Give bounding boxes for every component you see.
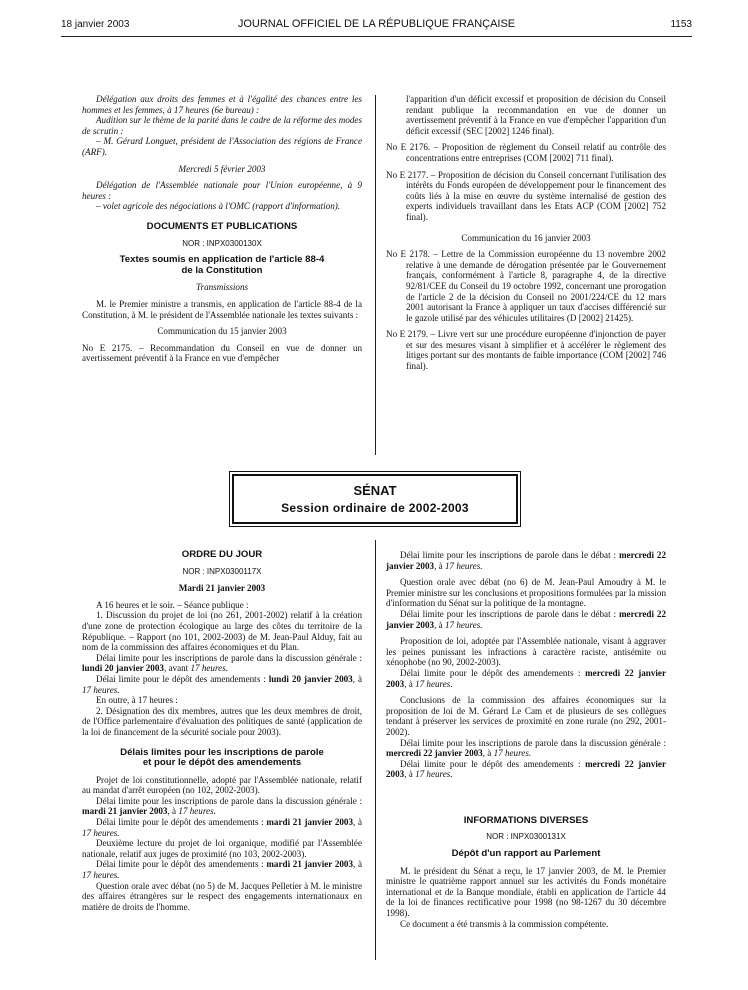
delegation-femmes: Délégation aux droits des femmes et à l'égalité des chances entre les hommes et les femmes, à 17 heures (6e bureau) : xyxy=(82,94,362,115)
delai-2-date: lundi 20 janvier 2003 xyxy=(268,673,353,684)
e2175-text: – Recommandation du Conseil en vue de donner un avertissement préventif à la France en vue d'empêcher xyxy=(82,342,362,364)
e2176-number: No E 2176. xyxy=(386,142,431,153)
delai-9 xyxy=(386,738,666,759)
nor-documents: NOR : INPX0300130X xyxy=(182,238,262,248)
senat-session: Session ordinaire de 2002-2003 xyxy=(281,501,469,515)
seance-publique: A 16 heures et le soir. – Séance publique : xyxy=(96,599,249,610)
delai-4-label: Délai limite pour le dépôt des amendements : xyxy=(96,817,264,828)
audition-person: – M. Gérard Longuet, président de l'Association des régions de France (ARF). xyxy=(82,136,362,157)
delai-6-label: Délai limite pour les inscriptions de parole dans le débat : xyxy=(400,550,617,560)
delai-5-date: mardi 21 janvier 2003 xyxy=(266,859,354,870)
delai-7 xyxy=(386,609,666,630)
delai-8 xyxy=(386,668,666,689)
e2178-text: – Lettre de la Commission européenne du 13 novembre 2002 relative à une demande de dérogation présentée par le Gouvernement français, conformément à l'article 8, paragraphe 4, de la directive 92/81/CEE du Conseil du 19 octobre 1992, concernant une prorogation de l'article 2 de la décision du Conseil no 2001/224/CE du 12 mars 2001 autorisant la France à appliquer un taux d'accises différencié sur le gazole utilisé par des véhicules utilitaires (D [2002] 21425). xyxy=(406,249,666,323)
delai-3-hour: 17 heures. xyxy=(178,806,216,817)
delai-7-label: Délai limite pour les inscriptions de parole dans le débat : xyxy=(400,608,617,619)
item-e2175 xyxy=(82,343,362,364)
item-e2179 xyxy=(386,329,666,371)
header-date: 18 janvier 2003 xyxy=(61,19,130,30)
delais-limites-title-2: et pour le dépôt des amendements xyxy=(142,757,302,769)
communication-15-janvier: Communication du 15 janvier 2003 xyxy=(157,326,287,337)
ordre-item-1: 1. Discussion du projet de loi (no 261, 2001-2002) relatif à la création d'une zone de protection écologique au large des côtes du territoire de la République. – Rapport (no 101, 2002-2003) de M. Jean-Paul Alduy, fait au nom de la commission des affaires économiques et du Plan. xyxy=(82,610,362,653)
informations-diverses-title: INFORMATIONS DIVERSES xyxy=(463,814,589,826)
deuxieme-lecture: Deuxième lecture du projet de loi organique, modifié par l'Assemblée nationale, relatif aux juges de proximité (no 103, 2002-2003). xyxy=(82,838,362,859)
delai-5-hour: 17 heures. xyxy=(82,870,120,881)
delai-2-label: Délai limite pour le dépôt des amendements : xyxy=(96,673,266,684)
depot-rapport-title: Dépôt d'un rapport au Parlement xyxy=(451,848,601,860)
projet-constitutionnel: Projet de loi constitutionnelle, adopté par l'Assemblée nationale, relatif au mandat d'arrêt européen (no 102, 2002-2003). xyxy=(82,774,362,796)
delai-7-date: mercredi 22 janvier 2003 xyxy=(386,608,666,630)
delai-9-date: mercredi 22 janvier 2003 xyxy=(386,748,483,759)
nor-ordre: NOR : INPX0300117X xyxy=(182,566,262,576)
textes-soumis-title-2: de la Constitution xyxy=(181,264,263,276)
senat-title: SÉNAT xyxy=(353,483,397,498)
delai-4 xyxy=(82,817,362,838)
delai-1-date: lundi 20 janvier 2003 xyxy=(82,663,164,674)
en-outre: En outre, à 17 heures : xyxy=(96,695,178,706)
delai-5-sep: , à xyxy=(353,859,362,870)
delai-10-label: Délai limite pour le dépôt des amendements : xyxy=(400,758,581,769)
e2176-text: – Proposition de règlement du Conseil relatif au contrôle des concentrations entre entreprises (COM [2002] 711 final). xyxy=(406,142,666,163)
ordre-du-jour-title: ORDRE DU JOUR xyxy=(181,549,263,560)
header-journal-title: JOURNAL OFFICIEL DE LA RÉPUBLIQUE FRANÇAISE xyxy=(237,18,516,30)
bottom-left-column xyxy=(82,550,362,912)
delai-8-sep: , à xyxy=(404,678,413,689)
e2175-number: No E 2175. xyxy=(82,342,133,353)
e2179-text: – Livre vert sur une procédure européenne d'injonction de payer et sur des mesures visant à simplifier et à accélérer le règlement des litiges portant sur des montants de faible importance (COM [2002] 746 final). xyxy=(406,329,666,372)
transmissions-text: M. le Premier ministre a transmis, en application de l'article 88-4 de la Constitution, à M. le président de l'Assemblée nationale les textes suivants : xyxy=(82,298,362,320)
header-page-number: 1153 xyxy=(670,19,692,30)
delai-3-sep: , à xyxy=(167,806,177,817)
delai-1-sep: , avant xyxy=(163,663,189,674)
delai-9-hour: 17 heures. xyxy=(493,748,532,759)
delai-10 xyxy=(386,759,666,780)
delai-3-label: Délai limite pour les inscriptions de parole dans la discussion générale : xyxy=(96,795,362,806)
delai-7-sep: , à xyxy=(434,619,443,630)
delai-6-sep: , à xyxy=(434,560,443,571)
transmissions-subtitle: Transmissions xyxy=(195,282,249,293)
delai-2-hour: 17 heures. xyxy=(82,684,120,695)
delai-4-sep: , à xyxy=(353,817,362,828)
column-divider-top xyxy=(375,95,376,455)
bottom-right-column xyxy=(386,550,666,929)
delai-10-date: mercredi 22 janvier 2003 xyxy=(386,758,666,780)
delegation-ue: Délégation de l'Assemblée nationale pour l'Union européenne, à 9 heures : xyxy=(82,180,362,201)
e2177-number: No E 2177. xyxy=(386,169,429,180)
senat-header-box xyxy=(232,474,518,524)
question-orale-5: Question orale avec débat (no 5) de M. Jacques Pelletier à M. le ministre des affaires étrangères sur le respect des engagements internationaux en matière de droits de l'homme. xyxy=(82,880,362,912)
delai-1-hour: 17 heures. xyxy=(190,663,229,674)
page-header xyxy=(61,16,692,37)
top-left-column xyxy=(82,94,362,364)
depot-rapport-text: M. le président du Sénat a reçu, le 17 janvier 2003, de M. le Premier ministre le quatrième rapport annuel sur les activités du Fonds monétaire international et de la Banque mondiale, établi en application de l'article 44 de la loi de finances rectificative pour 1998 (no 98-1267 du 30 décembre 1998). xyxy=(386,865,666,919)
delai-8-label: Délai limite pour le dépôt des amendements : xyxy=(400,667,581,678)
proposition-de-loi: Proposition de loi, adoptée par l'Assemblée nationale, visant à aggraver les peines punissant les infractions à caractère raciste, antisémite ou xénophobe (no 90, 2002-2003). xyxy=(386,636,666,668)
e2175-continuation: l'apparition d'un déficit excessif et proposition de décision du Conseil rendant publique la recommandation en vue de donner un avertissement préventif à la France en vue d'empêcher l'apparition d'un déficit excessif (SEC [2002] 1246 final). xyxy=(406,94,666,136)
textes-soumis-title-1: Textes soumis en application de l'article 88-4 xyxy=(119,254,325,266)
delai-3 xyxy=(82,796,362,817)
delai-9-sep: , à xyxy=(482,748,492,759)
item-e2177 xyxy=(386,170,666,223)
delais-limites-title-1: Délais limites pour les inscriptions de parole xyxy=(120,746,324,758)
delai-8-date: mercredi 22 janvier 2003 xyxy=(386,667,666,689)
document-transmis: Ce document a été transmis à la commission compétente. xyxy=(400,918,609,929)
delai-8-hour: 17 heures. xyxy=(415,678,453,689)
item-e2178 xyxy=(386,249,666,323)
delai-10-hour: 17 heures. xyxy=(415,769,453,780)
audition-theme: Audition sur le thème de la parité dans le cadre de la réforme des modes de scrutin : xyxy=(82,115,362,136)
question-orale-6: Question orale avec débat (no 6) de M. Jean-Paul Amoudry à M. le Premier ministre sur les conclusions et propositions formulées par la mission d'information du Sénat sur la politique de la montagne. xyxy=(386,577,666,609)
documents-publications-title: DOCUMENTS ET PUBLICATIONS xyxy=(146,220,298,232)
ordre-item-2: 2. Désignation des dix membres, autres que les deux membres de droit, de l'Office parlementaire d'évaluation des politiques de santé (application de la loi de financement de la sécurité sociale pour 2003). xyxy=(82,705,362,737)
column-divider-bottom xyxy=(375,540,376,960)
delai-6 xyxy=(386,550,666,571)
date-mercredi-5-fevrier: Mercredi 5 février 2003 xyxy=(178,163,266,174)
delai-9-label: Délai limite pour les inscriptions de parole dans la discussion générale : xyxy=(400,737,666,748)
delai-5-label: Délai limite pour le dépôt des amendements : xyxy=(96,859,264,870)
delai-4-hour: 17 heures. xyxy=(82,827,120,838)
delai-2-sep: , à xyxy=(352,673,362,684)
delai-10-sep: , à xyxy=(404,769,413,780)
delai-4-date: mardi 21 janvier 2003 xyxy=(266,817,354,828)
delai-6-date: mercredi 22 janvier 2003 xyxy=(386,550,666,571)
delai-1-label: Délai limite pour les inscriptions de parole dans la discussion générale : xyxy=(96,652,362,663)
conclusions-commission: Conclusions de la commission des affaires économiques sur la proposition de loi de M. Gérard Le Cam et de plusieurs de ses collègues tendant à préserver les services de proximité en zone rurale (no 292, 2001-2002). xyxy=(386,695,666,737)
date-mardi-21-janvier: Mardi 21 janvier 2003 xyxy=(178,583,266,594)
item-e2176 xyxy=(386,142,666,163)
delai-3-date: mardi 21 janvier 2003 xyxy=(82,806,168,817)
nor-informations: NOR : INPX0300131X xyxy=(486,832,566,842)
e2177-text: – Proposition de décision du Conseil concernant l'utilisation des intérêts du Fonds européen de développement pour le financement des coûts liés à la mise en œuvre du système internalisé de gestion des experts individuels travaillant dans les Etats ACP (COM [2002] 752 final). xyxy=(406,169,666,222)
delai-1 xyxy=(82,653,362,674)
delai-2 xyxy=(82,674,362,695)
volet-agricole: – volet agricole des négociations à l'OMC (rapport d'information). xyxy=(96,201,341,212)
e2179-number: No E 2179. xyxy=(386,329,429,340)
e2178-number: No E 2178. xyxy=(386,249,430,260)
top-right-column xyxy=(386,94,666,372)
delai-5 xyxy=(82,859,362,880)
delai-7-hour: 17 heures. xyxy=(444,619,483,630)
communication-16-janvier: Communication du 16 janvier 2003 xyxy=(461,232,591,243)
delai-6-hour: 17 heures. xyxy=(444,560,483,571)
